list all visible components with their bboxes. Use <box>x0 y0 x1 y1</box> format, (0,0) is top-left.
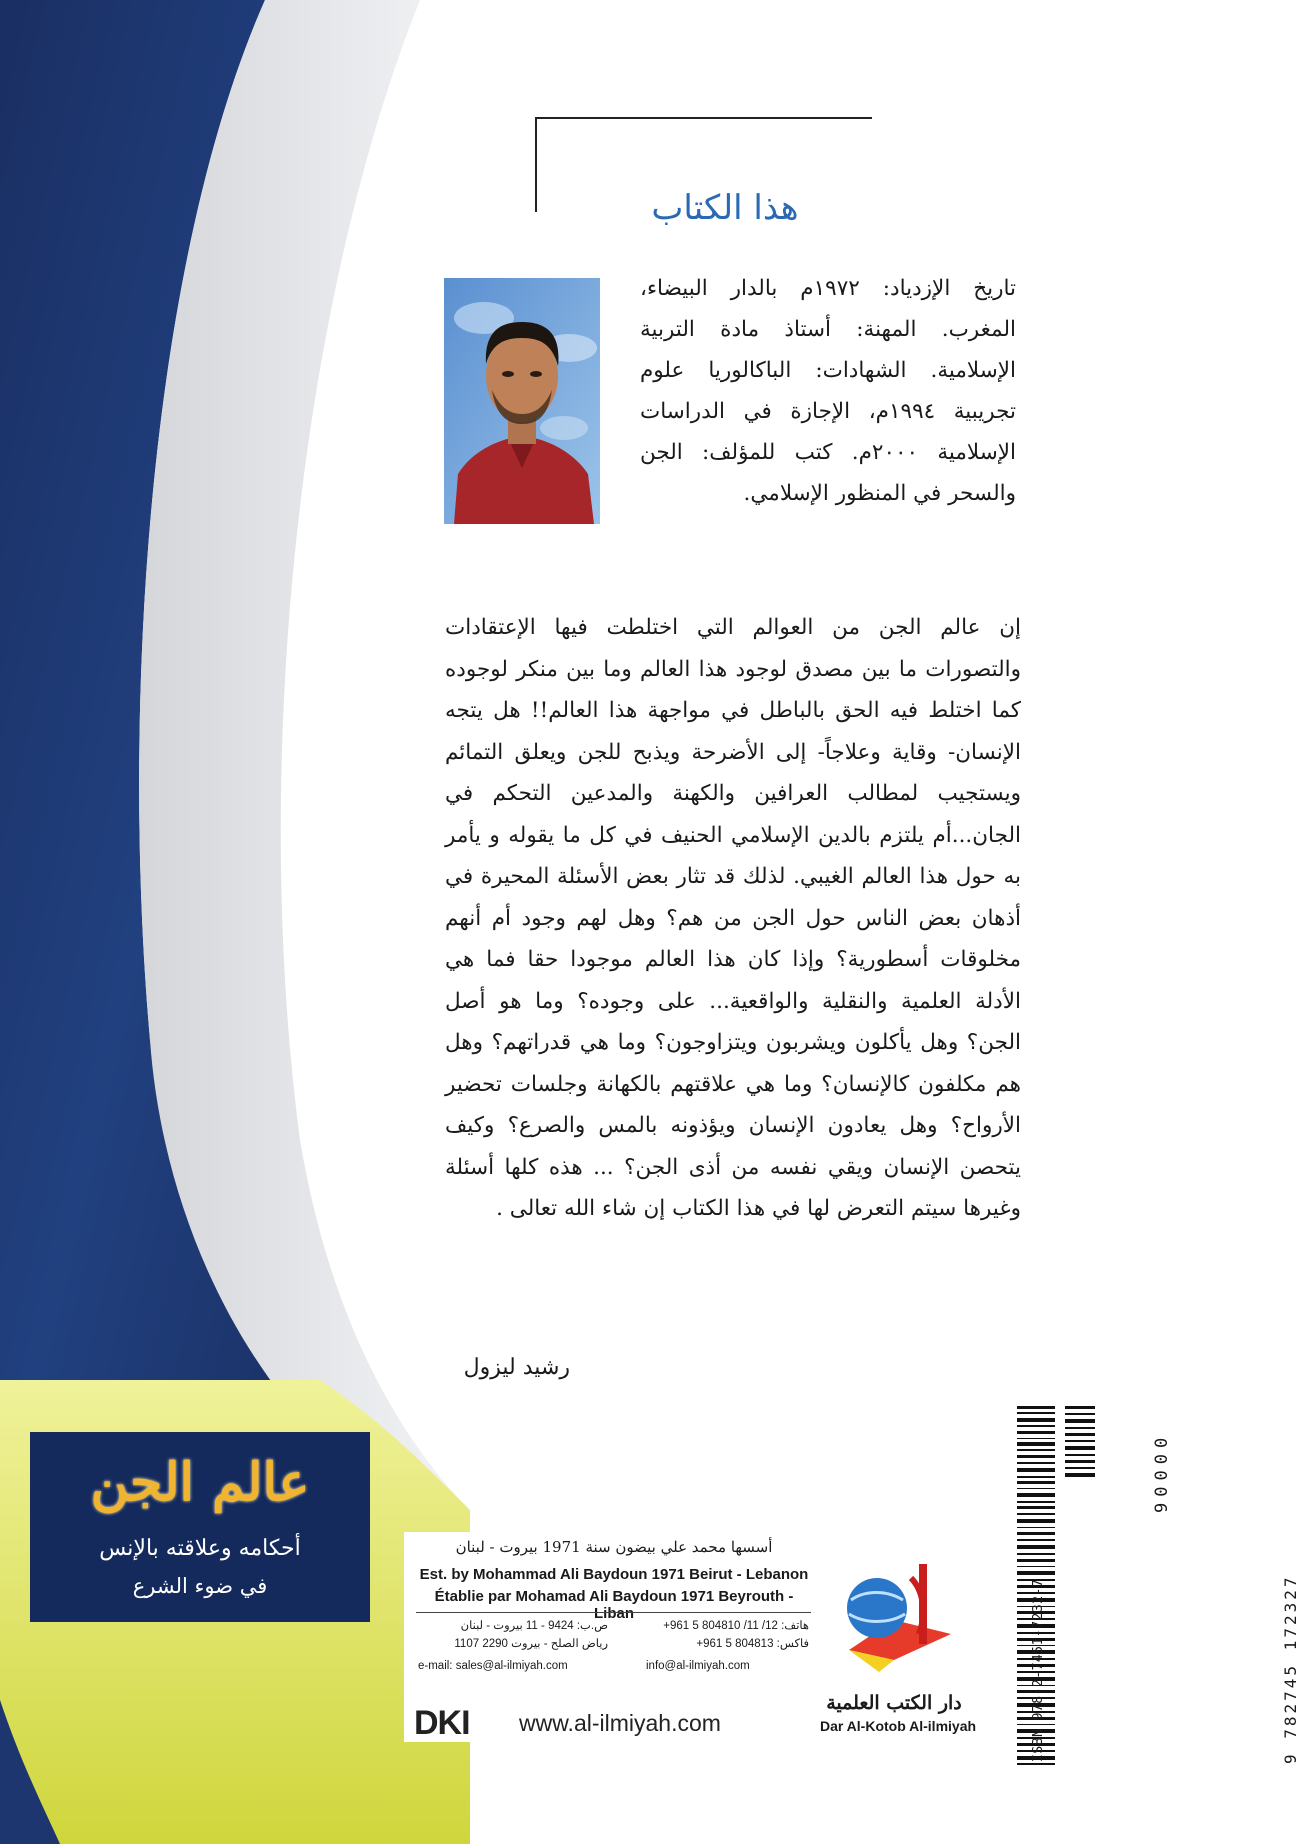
barcode-area <box>1001 1396 1300 1778</box>
publisher-info: info@al-ilmiyah.com <box>646 1660 750 1672</box>
publisher-globe-logo <box>819 1542 969 1692</box>
publisher-block <box>404 1532 978 1742</box>
book-description: إن عالم الجن من العوالم التي اختلطت فيها الإعتقادات والتصورات ما بين مصدق لوجود هذا العالم وما بين منكر لوجوده كما اختلط فيه الحق بالباطل في مواجهة هذا العالم!! هل يتجه الإنسان- وقاية وعلاجاً- إلى الأضرحة ويذبح للجن ويعلق التمائم ويستجيب لمطالب العرافين والكهنة والمدعين التحكم في الجان...أم يلتزم بالدين الإسلامي الحنيف في كل ما يقوله و يأمر به حول هذا العالم الغيبي. لذلك قد تثار بعض الأسئلة المحيرة في أذهان بعض الناس حول الجن من هم؟ وهل لهم وجود أم أنهم مخلوقات أسطورية؟ وإذا كان هذا العالم موجودا حقا فما هي الأدلة العلمية والنقلية والواقعية... على وجوده؟ وما هو أصل الجن؟ وهل يأكلون ويشربون ويتزاوجون؟ وما هي قدراتهم؟ وهل هم مكلفون كالإنسان؟ وما هي علاقتهم بالكهانة وجلسات تحضير الأرواح؟ وهل يعادون الإنسان ويؤذونه بالمس والصرع؟ وكيف يتحصن الإنسان ويقي نفسه من أذى الجن؟ ... هذه كلها أسئلة وغيرها سيتم التعرض لها في هذا الكتاب إن شاء الله تعالى . <box>445 615 1021 1221</box>
publisher-divider <box>416 1612 811 1613</box>
publisher-name-en: Dar Al-Kotob Al-ilmiyah <box>819 1718 977 1734</box>
author-photo <box>444 278 600 524</box>
author-bio: تاريخ الإزدياد: ١٩٧٢م بالدار البيضاء، المغرب. المهنة: أستاذ مادة التربية الإسلامية. الشهادات: الباكالوريا علوم تجريبية ١٩٩٤م، الإجازة في الدراسات الإسلامية ٢٠٠٠م. كتب للمؤلف: الجن والسحر في المنظور الإسلامي. <box>640 276 1016 506</box>
isbn-text: ISBN 978-2-7451-7232-7 <box>1031 1578 1046 1762</box>
publisher-name-ar: دار الكتب العلمية <box>826 1692 962 1714</box>
publisher-founded-fr: Établie par Mohamad Ali Baydoun 1971 Beyrouth - Liban <box>434 1588 794 1622</box>
publisher-pobox: ص.ب: 9424 - 11 بيروت - لبنان <box>460 1620 608 1632</box>
publisher-riad: رياض الصلح - بيروت 2290 1107 <box>454 1638 608 1650</box>
mini-cover-subtitle-2: في ضوء الشرع <box>132 1574 268 1598</box>
mini-front-cover <box>30 1432 370 1622</box>
publisher-founded-en: Est. by Mohammad Ali Baydoun 1971 Beirut - Lebanon <box>419 1566 809 1583</box>
barcode-digits: 9 782745 172327 <box>1281 1574 1300 1764</box>
barcode-addon-digits: 90000 <box>1152 1431 1172 1513</box>
publisher-fax: فاكس: 804813 5 961+ <box>696 1638 809 1650</box>
publisher-phone: هاتف: 12/ 11/ 804810 5 961+ <box>663 1620 809 1632</box>
publisher-email: e-mail: sales@al-ilmiyah.com <box>418 1660 568 1672</box>
publisher-founded-ar: أسسها محمد علي بيضون سنة 1971 بيروت - لبنان <box>455 1538 773 1556</box>
publisher-website: www.al-ilmiyah.com <box>519 1710 721 1736</box>
mini-cover-subtitle-1: أحكامه وعلاقته بالإنس <box>99 1536 301 1561</box>
section-title: هذا الكتاب <box>651 188 799 228</box>
mini-cover-title: عالم الجن <box>90 1452 310 1513</box>
barcode-addon-bars <box>1065 1404 1095 1482</box>
dki-logo: DKI <box>414 1704 470 1742</box>
author-signature: رشيد ليزول <box>463 1355 570 1380</box>
